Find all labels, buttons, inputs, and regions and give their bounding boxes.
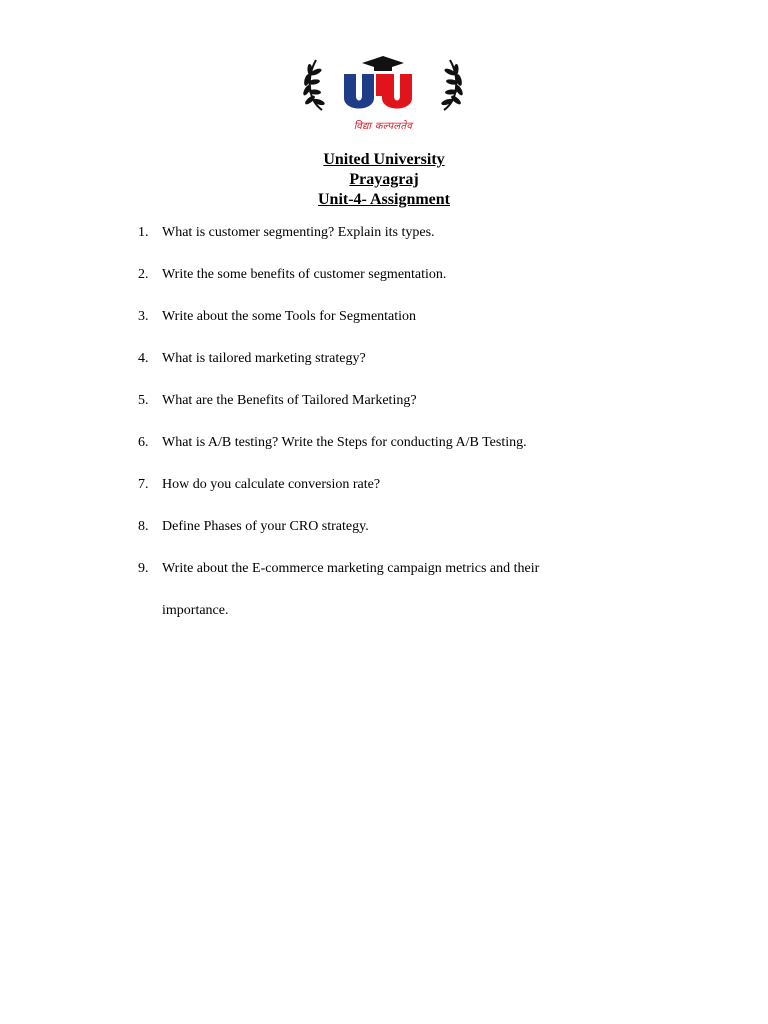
left-laurel-icon <box>302 60 326 110</box>
question-list <box>138 224 608 644</box>
question-number: 3. <box>138 309 149 324</box>
question-item <box>138 266 608 284</box>
question-item <box>138 224 608 242</box>
question-text: How do you calculate conversion rate? <box>162 477 381 492</box>
question-item <box>138 518 608 536</box>
question-text-continuation: importance. <box>162 603 229 618</box>
question-item <box>138 560 608 620</box>
logo-tagline: विद्या कल्पलतेव <box>353 121 413 132</box>
university-name: United University <box>323 151 445 168</box>
question-item <box>138 308 608 326</box>
question-item <box>138 392 608 410</box>
question-text: What is customer segmenting? Explain its types. <box>162 225 435 240</box>
question-number: 8. <box>138 519 149 534</box>
university-city: Prayagraj <box>349 171 419 188</box>
question-number: 1. <box>138 225 149 240</box>
question-number: 2. <box>138 267 149 282</box>
graduation-cap-icon <box>362 56 404 71</box>
question-item <box>138 476 608 494</box>
question-text: Define Phases of your CRO strategy. <box>162 519 369 534</box>
university-logo <box>300 52 466 138</box>
question-number: 5. <box>138 393 149 408</box>
question-text: Write about the some Tools for Segmentation <box>162 309 417 324</box>
question-text: What are the Benefits of Tailored Marketing? <box>162 393 417 408</box>
question-text: Write the some benefits of customer segmentation. <box>162 267 447 282</box>
question-number: 9. <box>138 561 149 576</box>
question-text: Write about the E-commerce marketing campaign metrics and their <box>162 561 540 576</box>
right-laurel-icon <box>441 60 465 110</box>
question-text: What is tailored marketing strategy? <box>162 351 366 366</box>
question-number: 4. <box>138 351 149 366</box>
question-item <box>138 434 608 452</box>
assignment-title: Unit-4- Assignment <box>317 191 450 208</box>
question-number: 7. <box>138 477 149 492</box>
question-text: What is A/B testing? Write the Steps for conducting A/B Testing. <box>162 435 527 450</box>
question-item <box>138 350 608 368</box>
logo-emblem-icon <box>300 52 466 118</box>
question-number: 6. <box>138 435 149 450</box>
